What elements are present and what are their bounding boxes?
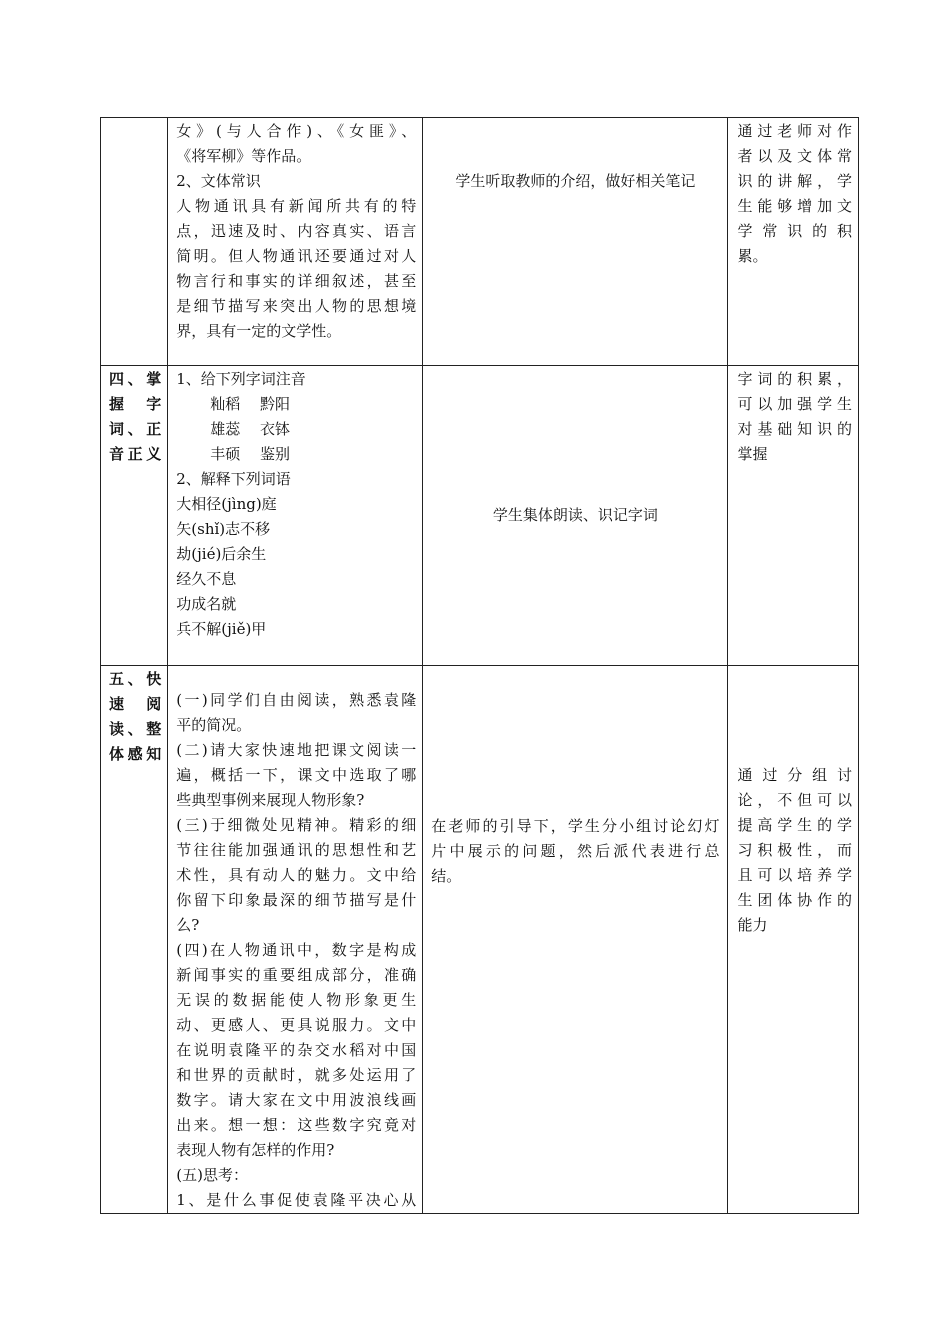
content-line: 么?	[176, 916, 200, 934]
table-row	[101, 366, 859, 666]
content-line: 数字。请大家在文中用波浪线画	[176, 1091, 417, 1109]
stage-line: 读、整	[109, 720, 162, 738]
content-line: 术性，具有动人的魅力。文中给	[176, 866, 417, 884]
student-activity-cell	[423, 118, 728, 366]
content-line: 丰硕 鉴别	[210, 445, 291, 463]
content-line: 2、解释下列词语	[176, 470, 291, 488]
goal-cell	[728, 366, 859, 666]
content-line: 在说明袁隆平的杂交水稻对中国	[176, 1041, 417, 1059]
lesson-plan-table	[100, 117, 859, 1214]
stage-line: 体感知	[109, 745, 162, 763]
goal-line: 字词的积累，	[737, 370, 852, 388]
goal-cell	[728, 666, 859, 1214]
goal-line: 生能够增加文	[737, 197, 852, 215]
content-line: 动、更感人、更具说服力。文中	[176, 1016, 417, 1034]
goal-line: 通过分组讨	[737, 766, 852, 784]
student-line: 片中展示的问题，然后派代表进行总	[431, 842, 720, 860]
stage-cell	[101, 118, 168, 366]
content-line: 功成名就	[176, 595, 237, 613]
table-row	[101, 666, 859, 1214]
content-line: 节往往能加强通讯的思想性和艺	[176, 841, 417, 859]
goal-line: 学常识的积	[737, 222, 852, 240]
content-line: 《将军柳》等作品。	[176, 147, 312, 165]
stage-line: 音正义	[109, 445, 162, 463]
content-line: 物言行和事实的详细叙述，甚至	[176, 272, 417, 290]
content-line: 新闻事实的重要组成部分，准确	[176, 966, 417, 984]
stage-cell	[101, 366, 168, 666]
content-line: 劫(jié)后余生	[176, 545, 267, 563]
goal-line: 提高学生的学	[737, 816, 852, 834]
goal-line: 论，不但可以	[737, 791, 852, 809]
content-line: 籼稻 黔阳	[210, 395, 291, 413]
content-line: 兵不解(jiě)甲	[176, 620, 267, 638]
content-line: (五)思考：	[176, 1166, 248, 1184]
table-row	[101, 118, 859, 366]
content-line: 经久不息	[176, 570, 237, 588]
goal-line: 识的讲解，学	[737, 172, 852, 190]
content-line: 矢(shǐ)志不移	[176, 520, 271, 538]
content-line: 界，具有一定的文学性。	[176, 322, 342, 340]
goal-line: 掌握	[737, 445, 768, 463]
goal-line: 能力	[737, 916, 768, 934]
content-line: 人物通讯具有新闻所共有的特	[176, 197, 417, 215]
content-line: 点，迅速及时、内容真实、语言	[176, 222, 417, 240]
content-line: 1、是什么事促使袁隆平决心从	[176, 1191, 417, 1209]
content-line: 和世界的贡献时，就多处运用了	[176, 1066, 417, 1084]
goal-line: 通过老师对作	[737, 122, 852, 140]
stage-line: 握字	[109, 395, 162, 413]
student-line: 学生集体朗读、识记字词	[492, 506, 658, 524]
content-line: (二)请大家快速地把课文阅读一	[176, 741, 417, 759]
content-line: 出来。想一想：这些数字究竟对	[176, 1116, 417, 1134]
content-line: (一)同学们自由阅读，熟悉袁隆	[176, 691, 417, 709]
stage-line: 速 阅	[109, 695, 162, 713]
student-activity-cell	[423, 366, 728, 666]
content-line: (三)于细微处见精神。精彩的细	[176, 816, 417, 834]
stage-line: 四、掌	[109, 370, 162, 388]
stage-line: 五、快	[109, 670, 162, 688]
content-line: 表现人物有怎样的作用?	[176, 1141, 335, 1159]
content-line: 雄蕊 衣钵	[210, 420, 291, 438]
goal-line: 可以加强学生	[737, 395, 852, 413]
content-line: 1、给下列字词注音	[176, 370, 306, 388]
content-line: 是细节描写来突出人物的思想境	[176, 297, 417, 315]
content-cell	[168, 666, 423, 1214]
goal-line: 习积极性，而	[737, 841, 852, 859]
content-cell	[168, 118, 423, 366]
content-line: 大相径(jìng)庭	[176, 495, 277, 513]
content-cell	[168, 366, 423, 666]
content-line: 简明。但人物通讯还要通过对人	[176, 247, 417, 265]
stage-line: 词、正	[109, 420, 162, 438]
goal-line: 者以及文体常	[737, 147, 852, 165]
student-activity-cell	[423, 666, 728, 1214]
goal-cell	[728, 118, 859, 366]
content-line: 些典型事例来展现人物形象?	[176, 791, 365, 809]
goal-line: 累。	[737, 247, 768, 265]
student-line: 结。	[431, 867, 462, 885]
stage-cell	[101, 666, 168, 1214]
content-line: 遍，概括一下，课文中选取了哪	[176, 766, 417, 784]
goal-line: 对基础知识的	[737, 420, 852, 438]
content-line: 你留下印象最深的细节描写是什	[176, 891, 417, 909]
content-line: 女》(与人合作)、《女匪》、	[176, 122, 417, 140]
content-line: (四)在人物通讯中，数字是构成	[176, 941, 417, 959]
content-line: 2、文体常识	[176, 172, 261, 190]
student-line: 学生听取教师的介绍，做好相关笔记	[455, 172, 696, 190]
student-line: 在老师的引导下，学生分小组讨论幻灯	[431, 817, 720, 835]
content-line: 平的简况。	[176, 716, 252, 734]
goal-line: 生团体协作的	[737, 891, 852, 909]
content-line: 无误的数据能使人物形象更生	[176, 991, 417, 1009]
goal-line: 且可以培养学	[737, 866, 852, 884]
